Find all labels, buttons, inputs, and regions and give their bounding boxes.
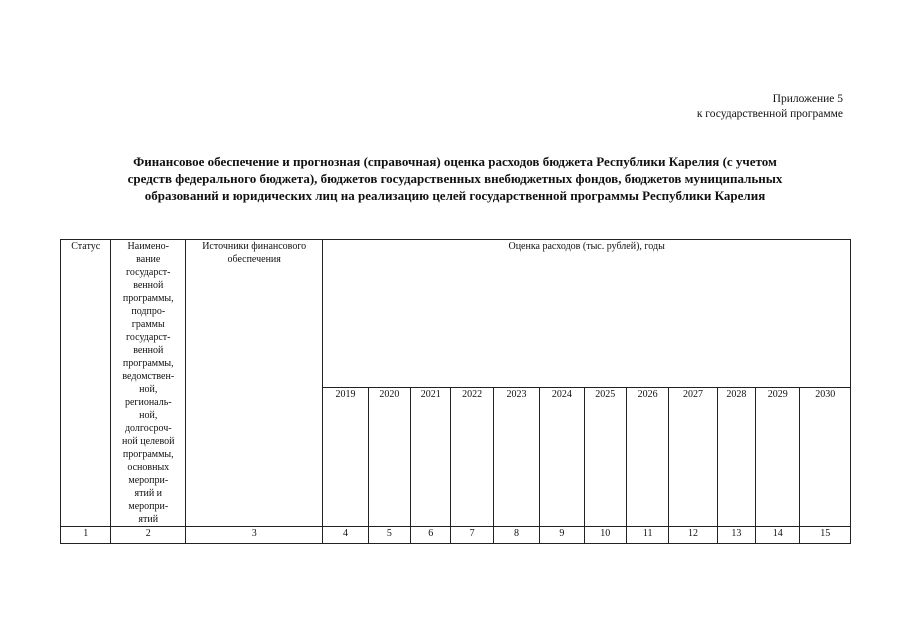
year-cell: 2026 <box>626 388 668 527</box>
year-cell: 2029 <box>756 388 800 527</box>
year-cell: 2027 <box>669 388 717 527</box>
column-number: 3 <box>186 527 323 544</box>
column-number: 10 <box>584 527 626 544</box>
header-row <box>61 240 851 388</box>
header-name-line: граммы <box>131 319 165 330</box>
title-line-3: образований и юридических лиц на реализацию целей государственной программы Республики Карелия <box>144 188 766 203</box>
header-name-line: ятий и <box>134 488 163 499</box>
column-number: 9 <box>540 527 584 544</box>
header-name <box>111 240 186 527</box>
year-cell: 2028 <box>717 388 755 527</box>
header-name-line: Наимено- <box>127 241 169 252</box>
header-name-line: меропри- <box>128 475 169 486</box>
header-name-line: программы, <box>122 449 174 460</box>
header-estimate: Оценка расходов (тыс. рублей), годы <box>323 240 851 388</box>
column-number: 11 <box>626 527 668 544</box>
document-title <box>60 153 850 204</box>
column-number: 5 <box>368 527 410 544</box>
column-number: 14 <box>756 527 800 544</box>
header-name-line: программы, <box>122 358 174 369</box>
column-number: 13 <box>717 527 755 544</box>
year-cell: 2030 <box>800 388 851 527</box>
header-sources-line-1: Источники финансового <box>202 241 307 252</box>
header-name-line: долгосроч- <box>124 423 172 434</box>
header-sources <box>186 240 323 527</box>
annex-reference: к государственной программе <box>696 108 843 120</box>
header-name-line: меропри- <box>128 501 169 512</box>
header-name-line: региональ- <box>124 397 172 408</box>
column-number: 15 <box>800 527 851 544</box>
header-name-line: ной, <box>139 384 158 395</box>
year-cell: 2019 <box>323 388 368 527</box>
year-cell: 2022 <box>451 388 493 527</box>
header-name-line: государст- <box>126 267 171 278</box>
year-cell: 2021 <box>411 388 451 527</box>
year-cell: 2020 <box>368 388 410 527</box>
column-number: 2 <box>111 527 186 544</box>
header-name-line: основных <box>127 462 170 473</box>
header-sources-line-2: обеспечения <box>227 254 281 265</box>
title-line-2: средств федерального бюджета), бюджетов государственных внебюджетных фондов, бюджетов муниципальных <box>127 171 783 186</box>
header-name-line: подпро- <box>131 306 166 317</box>
column-number: 6 <box>411 527 451 544</box>
header-status: Статус <box>61 240 111 527</box>
annex-number: Приложение 5 <box>772 93 843 105</box>
header-name-line: венной <box>133 345 164 356</box>
header-name-line: ведомствен- <box>122 371 175 382</box>
year-cell: 2025 <box>584 388 626 527</box>
column-number: 7 <box>451 527 493 544</box>
header-name-line: государст- <box>126 332 171 343</box>
header-name-line: ной, <box>139 410 158 421</box>
header-name-line: ной целевой <box>122 436 175 447</box>
column-number: 8 <box>493 527 539 544</box>
column-number: 1 <box>61 527 111 544</box>
financing-table <box>60 239 851 544</box>
column-number: 4 <box>323 527 368 544</box>
header-name-line: венной <box>133 280 164 291</box>
column-numbers-row <box>61 527 851 544</box>
title-line-1: Финансовое обеспечение и прогнозная (справочная) оценка расходов бюджета Республики Карелия (с учетом <box>133 154 777 169</box>
header-name-line: ятий <box>138 514 159 525</box>
header-name-line: вание <box>136 254 161 265</box>
year-cell: 2024 <box>540 388 584 527</box>
header-name-line: программы, <box>122 293 174 304</box>
annex-header <box>697 92 843 122</box>
column-number: 12 <box>669 527 717 544</box>
year-cell: 2023 <box>493 388 539 527</box>
